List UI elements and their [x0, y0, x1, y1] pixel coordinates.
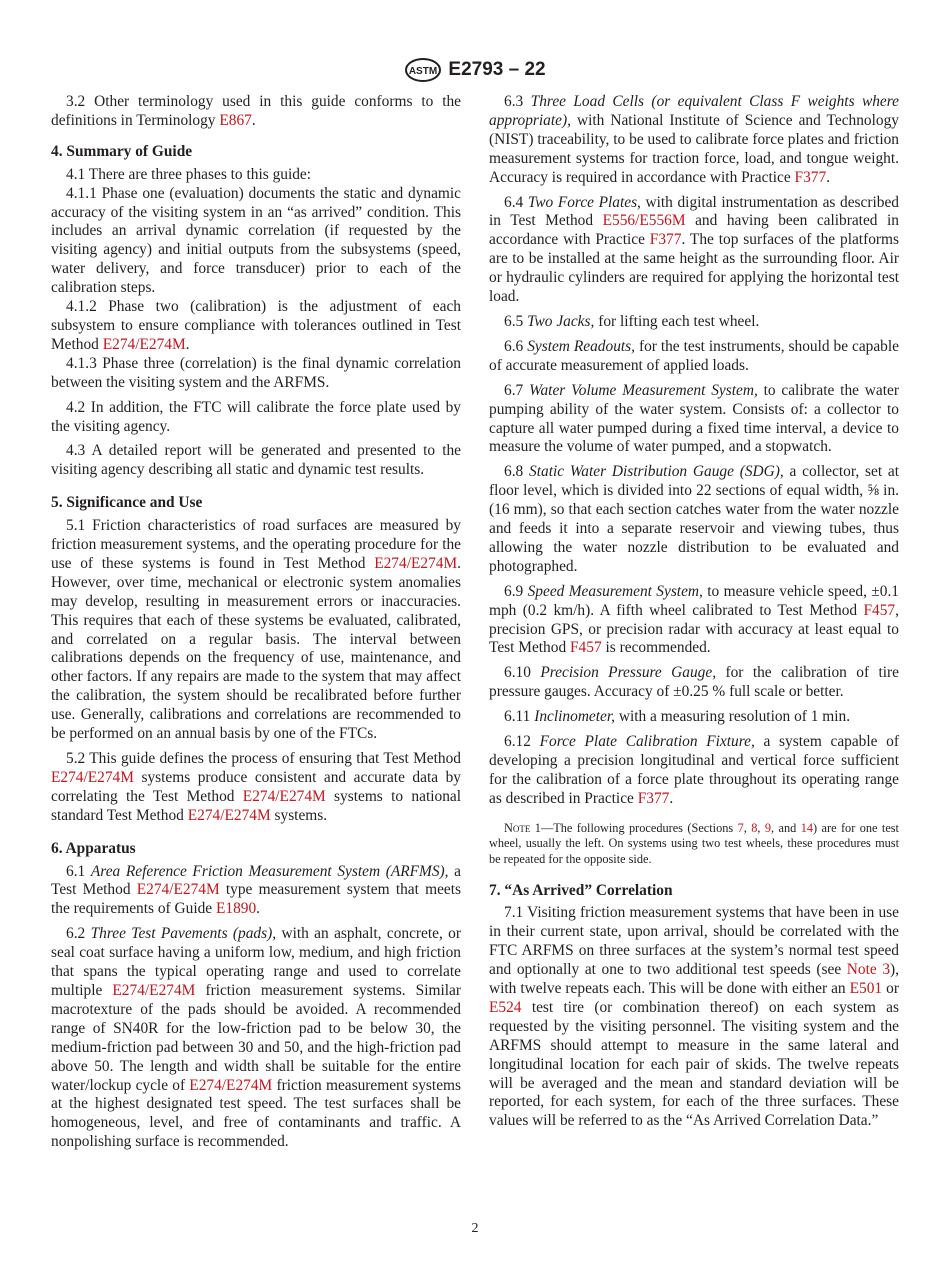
paragraph-6-2: 6.2 Three Test Pavements (pads), with an asphalt, concrete, or seal coat surface having a uniform low, medium, and high friction that spans the typical operating range and used to correlate multiple E274/E274M friction measurement systems. Similar macrotexture of the pads should be avoided. A recommended range of SN40R for the low-friction pad to be below 30, the medium-friction pad between 30 and 50, and the high-friction pad above 50. The length and width shall be suitable for the entire water/lockup cycle of E274/E274M friction measurement systems at the highest designated test speed. The test surfaces shall be homogeneous, level, and free of contaminants and traffic. A nonpolishing surface is recommended. — [51, 925, 462, 1151]
link-e524[interactable]: E524 — [489, 998, 522, 1016]
section-7-title: 7. “As Arrived” Correlation — [489, 881, 673, 899]
link-section-7[interactable]: 7 — [737, 820, 744, 835]
note-1: Note 1—The following procedures (Sections 7, 8, 9, and 14) are for one test wheel, usually the left. On systems using two test wheels, these procedures must be repeated for the opposite side. — [489, 820, 899, 866]
link-f377[interactable]: F377 — [637, 789, 670, 807]
link-f377[interactable]: F377 — [649, 231, 682, 249]
link-f377[interactable]: F377 — [794, 168, 827, 186]
paragraph-4-1-3: 4.1.3 Phase three (correlation) is the final dynamic correlation between the visiting system and the ARFMS. — [51, 354, 461, 391]
link-e501[interactable]: E501 — [849, 980, 883, 998]
right-column — [489, 93, 899, 1137]
link-e274[interactable]: E274/E274M — [374, 554, 458, 572]
paragraph-4-3: 4.3 A detailed report will be generated and presented to the visiting agency describing all static and dynamic test results. — [51, 442, 461, 479]
link-e1890[interactable]: E1890 — [215, 900, 257, 918]
astm-logo-icon — [404, 57, 442, 83]
paragraph-6-8: 6.8 Static Water Distribution Gauge (SDG), a collector, set at floor level, which is divided into 22 sections of equal width, ⅝ in. (16 mm), so that each section catches water from the water nozzle and feeds it into a separate reservoir and viewing tubes, thus allowing the water nozzle distribution to be evaluated and photographed. — [489, 463, 900, 575]
paragraph-6-3: 6.3 Three Load Cells (or equivalent Class F weights where appropriate), with National Institute of Science and Technology (NIST) traceability, to be used to calibrate force plates and friction measurement systems for traction force, load, and tongue weight. Accuracy is required in accordance with Practice F377. — [489, 93, 900, 186]
paragraph-6-1: 6.1 Area Reference Friction Measurement System (ARFMS), a Test Method E274/E274M type measurement system that meets the requirements of Guide E1890. — [51, 862, 462, 918]
paragraph-6-11: 6.11 Inclinometer, with a measuring resolution of 1 min. — [504, 708, 851, 726]
link-e274[interactable]: E274/E274M — [136, 881, 220, 899]
link-note-3[interactable]: Note 3 — [846, 961, 891, 979]
paragraph-6-7: 6.7 Water Volume Measurement System, to calibrate the water pumping ability of the water system. Consists of: a collector to capture all water pumped during a fixed time interval, a device to measure the volume of water pumped, and a stopwatch. — [489, 381, 899, 456]
link-e274[interactable]: E274/E274M — [242, 787, 326, 805]
link-e274[interactable]: E274/E274M — [189, 1076, 273, 1094]
paragraph-7-1: 7.1 Visiting friction measurement systems that have been in use in their current state, upon arrival, should be correlated with the FTC ARFMS on three surfaces at the system’s normal test speed and optionally at one to two additional test speeds (see Note 3), with twelve repeats each. This will be done with either an E501 or E524 test tire (or combination thereof) on each system as requested by the visiting personnel. The visiting system and the ARFMS should attempt to measure in the same lateral and longitudinal location for each pair of skids. The twelve repeats will be averaged and the mean and standard deviation will be reported, for each system, for each of the three surfaces. These values will be referred to as the “As Arrived Correlation Data.” — [489, 904, 899, 1130]
page-header — [0, 55, 950, 85]
page-number: 2 — [471, 1221, 479, 1236]
link-section-14[interactable]: 14 — [800, 820, 814, 835]
svg-text:ASTM: ASTM — [409, 66, 438, 77]
paragraph-5-2: 5.2 This guide defines the process of ensuring that Test Method E274/E274M systems produce consistent and accurate data by correlating the Test Method E274/E274M systems to national standard Test Method E274/E274M systems. — [51, 750, 461, 824]
section-6-title: 6. Apparatus — [51, 839, 136, 857]
link-e274[interactable]: E274/E274M — [51, 768, 134, 786]
paragraph-6-5: 6.5 Two Jacks, for lifting each test wheel. — [504, 312, 760, 330]
section-5-title: 5. Significance and Use — [51, 494, 203, 512]
paragraph-3-2: 3.2 Other terminology used in this guide conforms to the definitions in Terminology E867. — [51, 93, 461, 129]
link-e274[interactable]: E274/E274M — [112, 981, 196, 999]
left-column — [51, 93, 461, 1158]
paragraph-6-4: 6.4 Two Force Plates, with digital instrumentation as described in Test Method E556/E556M and having been calibrated in accordance with Practice F377. The top surfaces of the platforms are to be installed at the same height as the surrounding floor. Air or hydraulic cylinders are required for applying the horizontal test load. — [489, 193, 899, 306]
paragraph-4-1: 4.1 There are three phases to this guide: — [66, 165, 312, 183]
standard-designation: E2793 – 22 — [448, 59, 546, 80]
link-e867[interactable]: E867 — [219, 111, 252, 129]
paragraph-6-10: 6.10 Precision Pressure Gauge, for the calibration of tire pressure gauges. Accuracy of ±0.25 % full scale or better. — [489, 664, 900, 701]
section-4-title: 4. Summary of Guide — [51, 142, 193, 160]
paragraph-4-2: 4.2 In addition, the FTC will calibrate the force plate used by the visiting agency. — [51, 398, 461, 435]
link-f457[interactable]: F457 — [863, 601, 896, 619]
paragraph-4-1-2: 4.1.2 Phase two (calibration) is the adjustment of each subsystem to ensure compliance with tolerances outlined in Test Method E274/E274M. — [51, 298, 461, 353]
paragraph-6-6: 6.6 System Readouts, for the test instruments, should be capable of accurate measurement of applied loads. — [489, 337, 899, 374]
paragraph-4-1-1: 4.1.1 Phase one (evaluation) documents the static and dynamic accuracy of the visiting system in an “as arrived” condition. This includes an arrival dynamic correlation (if requested by the visiting agency) and initial outputs from the subsystems (speed, water delivery, and force transducer) prior to each of the calibration steps. — [51, 184, 461, 297]
link-e556[interactable]: E556/E556M — [602, 212, 686, 230]
paragraph-5-1: 5.1 Friction characteristics of road surfaces are measured by friction measurement systems, and the operating procedure for the use of these systems is found in Test Method E274/E274M. However, over time, mechanical or electronic system anomalies may develop, resulting in measurement errors or inaccuracies. This requires that each of these systems be evaluated, calibrated, and correlated on a regular basis. The interval between calibrations depends on the frequency of use, maintenance, and other factors. If any repairs are made to the system that may affect the calibration, the system should be recalibrated before further use. Generally, calibrations and correlations are recommended to be performed on an annual basis by one of the FTCs. — [51, 517, 461, 743]
link-e274[interactable]: E274/E274M — [187, 806, 271, 824]
paragraph-6-9: 6.9 Speed Measurement System, to measure vehicle speed, ±0.1 mph (0.2 km/h). A fifth wheel calibrated to Test Method F457, precision GPS, or precision radar with accuracy at least equal to Test Method F457 is recommended. — [489, 582, 899, 657]
paragraph-6-12: 6.12 Force Plate Calibration Fixture, a system capable of developing a precision longitudinal and vertical force sufficient for the calibration of a force plate throughout its operating range as described in Practice F377. — [489, 733, 899, 807]
link-section-8[interactable]: 8 — [751, 820, 758, 835]
link-e274[interactable]: E274/E274M — [102, 335, 186, 353]
link-section-9[interactable]: 9 — [764, 820, 772, 835]
link-f457[interactable]: F457 — [570, 639, 602, 657]
